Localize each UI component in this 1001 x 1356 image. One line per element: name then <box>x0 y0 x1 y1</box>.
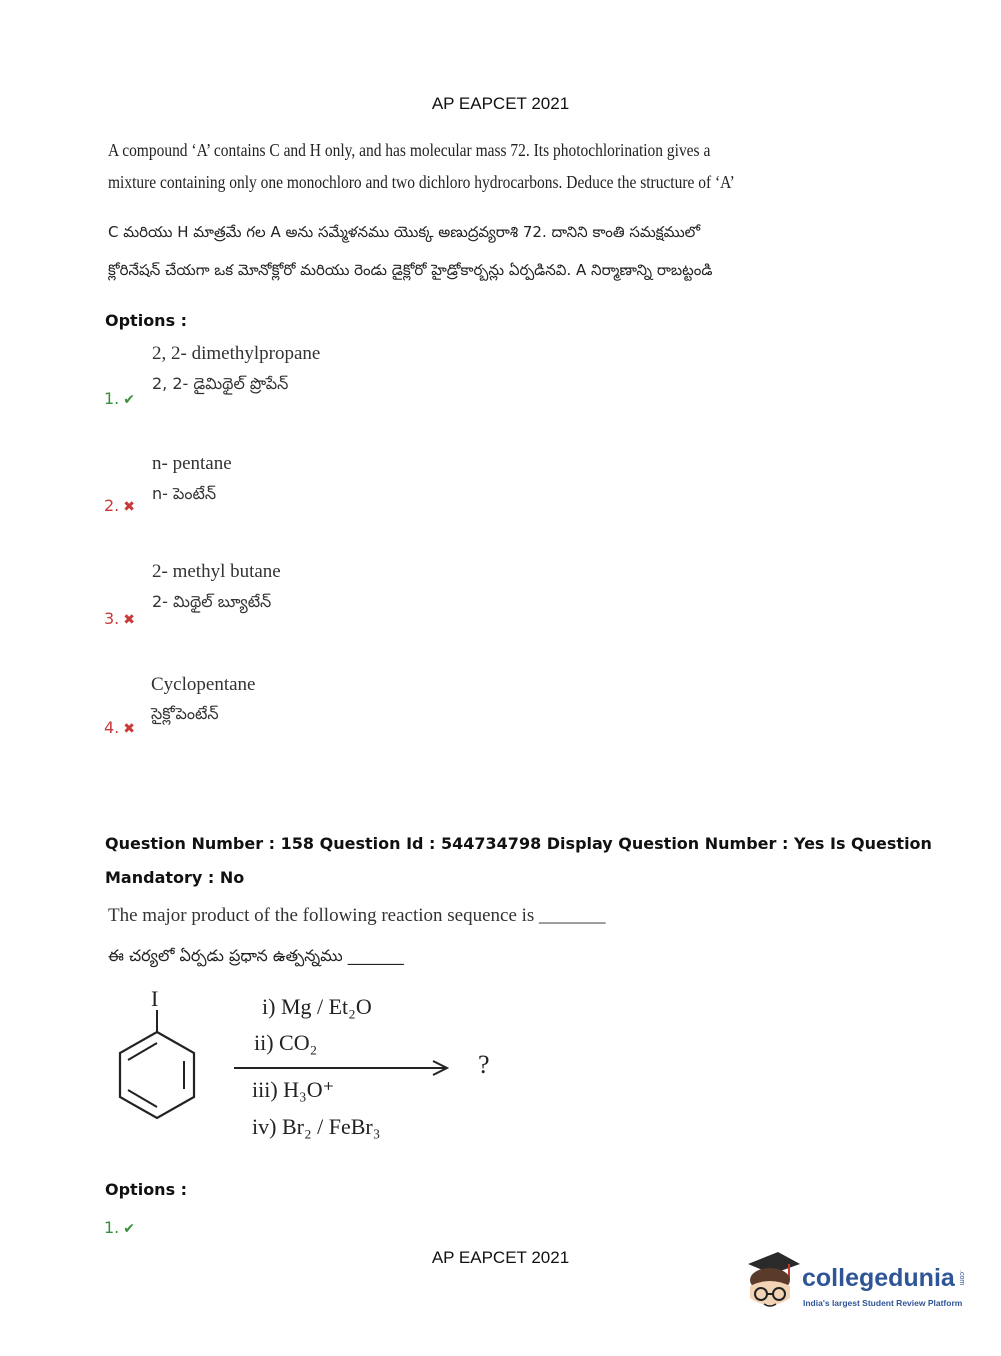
check-icon: ✔ <box>123 1221 135 1237</box>
q1-option-1-number[interactable] <box>104 389 135 408</box>
q2-meta-line2: Mandatory : No <box>105 868 245 887</box>
option-number: 1. <box>104 1218 120 1237</box>
logo-name: collegedunia <box>802 1264 955 1292</box>
product-placeholder: ? <box>478 1050 490 1079</box>
option-number: 4. <box>104 718 120 737</box>
option-number: 2. <box>104 496 120 515</box>
reagent-4: iv) Br₂ / FeBr₃ <box>252 1114 381 1139</box>
check-icon: ✔ <box>123 392 135 408</box>
q2-text-te: ఈ చర్యలో ఏర్పడు ప్రధాన ఉత్పన్నము _______ <box>108 946 404 965</box>
logo-com: .com <box>958 1270 965 1286</box>
cross-icon: ✖ <box>123 499 135 515</box>
q2-option-1-number[interactable] <box>104 1218 135 1237</box>
option-number: 1. <box>104 389 120 408</box>
collegedunia-logo[interactable] <box>742 1250 972 1320</box>
q1-option-2-en: n- pentane <box>152 453 232 474</box>
q1-option-1-te: 2, 2- డైమిథైల్ ప్రొపేన్ <box>152 374 289 393</box>
mascot-icon <box>742 1250 802 1316</box>
q1-option-3-te: 2- మిథైల్ బ్యూటేన్ <box>152 592 272 611</box>
option-number: 3. <box>104 609 120 628</box>
q1-options-label: Options : <box>105 311 188 330</box>
q1-text-te-line1: C మరియు H మాత్రమే గల A అను సమ్మేళనము యొక్క అణుద్రవ్యరాశి 72. దానిని కాంతి సమక్షములో <box>108 223 701 241</box>
q1-text-en-line2: mixture containing only one monochloro and two dichloro hydrocarbons. Deduce the structure of ‘A’ <box>108 172 735 192</box>
iodo-substituent: I <box>151 986 159 1011</box>
q1-option-3-number[interactable] <box>104 609 135 628</box>
q1-option-3-en: 2- methyl butane <box>152 561 281 582</box>
q1-option-1-en: 2, 2- dimethylpropane <box>152 343 321 364</box>
q1-text-te-line2: క్లోరినేషన్ చేయగా ఒక మోనోక్లోరో మరియు రెండు డైక్లోరో హైడ్రోకార్బన్లు ఏర్పడినవి. A నిర్మాణాన్ని రాబట్టండి <box>108 261 713 279</box>
cross-icon: ✖ <box>123 612 135 628</box>
q1-text-en-line1: A compound ‘A’ contains C and H only, and has molecular mass 72. Its photochlorination gives a <box>108 140 711 160</box>
reagent-3: iii) H₃O⁺ <box>252 1077 335 1102</box>
q1-option-4-number[interactable] <box>104 718 135 737</box>
reagent-1: i) Mg / Et₂O <box>262 994 372 1019</box>
reagent-2: ii) CO₂ <box>254 1030 318 1055</box>
q2-options-label: Options : <box>105 1180 188 1199</box>
q2-text-en: The major product of the following reaction sequence is _______ <box>108 905 606 926</box>
q1-option-4-te: సైక్లోపెంటేన్ <box>151 704 219 723</box>
logo-tagline: India's largest Student Review Platform <box>803 1298 963 1308</box>
q1-option-4-en: Cyclopentane <box>151 674 256 695</box>
benzene-ring <box>120 1032 194 1118</box>
page-header: AP EAPCET 2021 <box>431 94 570 113</box>
page-footer: AP EAPCET 2021 <box>431 1248 570 1267</box>
cross-icon: ✖ <box>123 721 135 737</box>
q1-option-2-te: n- పెంటేన్ <box>152 484 217 503</box>
q1-option-2-number[interactable] <box>104 496 135 515</box>
q2-meta-line1: Question Number : 158 Question Id : 544734798 Display Question Number : Yes Is Question <box>105 834 932 853</box>
